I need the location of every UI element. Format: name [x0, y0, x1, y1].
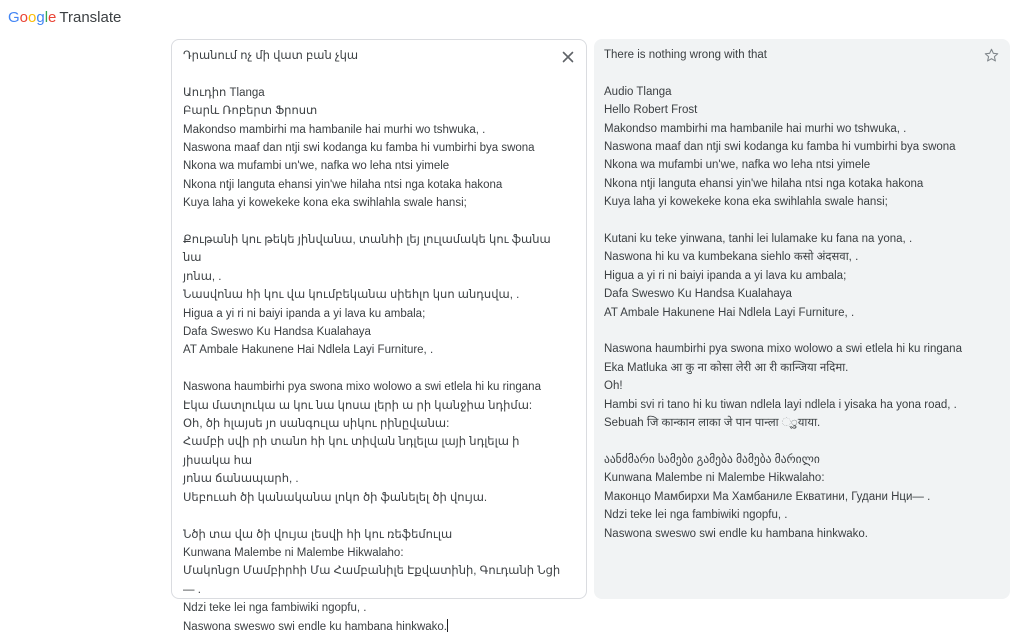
text-line: Բարև Ռոբերտ Ֆրոստ: [183, 105, 318, 118]
text-line: Higua a yi ri ni baiyi ipanda a yi lava ku ambala;: [183, 307, 426, 320]
text-line: Սեբուահ ծի կանականա լոկո ծի ֆանելել ծի վույա.: [183, 491, 488, 504]
close-icon: [560, 49, 576, 65]
logo-letter: o: [28, 9, 37, 26]
text-cursor: [447, 619, 448, 632]
text-line: Naswona sweswo swi endle ku hambana hinkwako.: [604, 527, 869, 540]
text-line: Նասվոնա հի կու վա կումբեկանա սիեհլո կսո անդսվա, .: [183, 289, 520, 302]
text-line: Դրանում ոչ մի վատ բան չկա: [183, 50, 359, 62]
text-line: Makondso mambirhi ma hambanile hai murhi wo tshwuka, .: [183, 123, 486, 136]
text-line: Naswona sweswo swi endle ku hambana hinkwako.: [183, 620, 448, 633]
logo-letter: o: [19, 9, 29, 26]
text-line: Աուդիո Tlanga: [183, 86, 265, 99]
text-line: Մակոնցո Մամբիրհի Մա Համբանիլե Էքվատինի, Գուդանի Նցի— .: [183, 565, 561, 596]
text-line: Kunwana Malembe ni Malembe Hikwalaho:: [183, 546, 404, 559]
text-line: Nkona ntji languta ehansi yin'we hilaha ntsi nga kotaka hakona: [183, 178, 503, 191]
text-line: [183, 65, 563, 83]
text-line: Nkona ntji languta ehansi yin'we hilaha ntsi nga kotaka hakona: [604, 177, 924, 190]
text-line: Hambi svi ri tano hi ku tiwan ndlela layi ndlela i yisaka ha yona road, .: [604, 398, 957, 411]
text-line: AT Ambale Hakunene Hai Ndlela Layi Furniture, .: [183, 344, 434, 357]
text-line: Naswona hi ku va kumbekana siehlo कसो अंदसवा, .: [604, 251, 859, 264]
top-bar: [0, 0, 1022, 36]
product-name: Translate: [59, 9, 122, 26]
text-line: [183, 360, 563, 378]
text-line: յոնա, .: [183, 270, 222, 283]
text-line: აანძმარი სამები გამება მამება მარილი: [604, 453, 820, 466]
text-line: Kuya laha yi kowekeke kona eka swihlahla swale hansi;: [604, 196, 888, 209]
text-line: [604, 432, 988, 450]
text-line: Kutani ku teke yinwana, tanhi lei lulamake ku fana na yona, .: [604, 233, 913, 246]
logo-letter: e: [48, 9, 57, 26]
text-line: Dafa Sweswo Ku Handsa Kualahaya: [604, 288, 792, 301]
text-line: Nkona wa mufambi un'we, nafka wo leha ntsi yimele: [604, 159, 871, 172]
text-line: Higua a yi ri ni baiyi ipanda a yi lava ku ambala;: [604, 269, 847, 282]
text-line: [183, 213, 563, 231]
source-text-panel[interactable]: [171, 39, 587, 633]
logo-letter: G: [8, 9, 20, 26]
text-line: [183, 507, 563, 525]
text-line: Համբի սվի րի տանո հի կու տիվան նդլելա լայի նդլելա ի յիսակա հա: [183, 436, 523, 467]
text-line: Naswona haumbirhi pya swona mixo wolowo a swi etlela hi ku ringana: [604, 343, 962, 356]
star-icon: [983, 47, 1000, 64]
text-line: Audio Tlanga: [604, 85, 672, 98]
text-line: [604, 212, 988, 230]
translation-panel: [594, 39, 1010, 599]
text-line: Էկա մատլուկա ա կու նա կոսա լերի ա րի կանջիա նդիմա:: [183, 399, 533, 412]
text-line: AT Ambale Hakunene Hai Ndlela Layi Furniture, .: [604, 306, 855, 319]
text-line: Քութանի կու թեկե յինվանա, տանհի լեյ լուլամակե կու ֆանա նա: [183, 234, 554, 265]
text-line: Օհ, ծի հլայսե յո սանգուլա սիկու րինըվանա:: [183, 418, 450, 431]
text-line: Makondso mambirhi ma hambanile hai murhi wo tshwuka, .: [604, 122, 907, 135]
text-line: Ndzi teke lei nga fambiwiki ngopfu, .: [604, 509, 788, 522]
text-line: Oh!: [604, 380, 623, 393]
text-line: Naswona maaf dan ntji swi kodanga ku famba hi vumbirhi bya swona: [183, 142, 535, 155]
text-line: Nkona wa mufambi un'we, nafka wo leha ntsi yimele: [183, 160, 450, 173]
source-textarea[interactable]: [183, 47, 563, 636]
text-line: յոնա ճանապարհ, .: [183, 473, 299, 486]
logo-letter: g: [36, 9, 45, 26]
text-line: Naswona haumbirhi pya swona mixo wolowo a swi etlela hi ku ringana: [183, 381, 541, 394]
text-line: There is nothing wrong with that: [604, 49, 768, 61]
logo-letter: l: [44, 9, 49, 26]
text-line: Маконцо Мамбирхи Ма Хамбаниле Екватини, Гудани Нци— .: [604, 490, 931, 503]
clear-source-button[interactable]: [560, 49, 576, 65]
save-translation-button[interactable]: [983, 47, 1000, 64]
text-line: Naswona maaf dan ntji swi kodanga ku famba hi vumbirhi bya swona: [604, 141, 956, 154]
text-line: Hello Robert Frost: [604, 104, 698, 117]
translation-output: [604, 46, 988, 543]
google-translate-logo[interactable]: [8, 9, 121, 27]
text-line: Eka Matluka आ कु ना कोसा लेरी आ री कान्जिया नदिमा.: [604, 361, 849, 374]
text-line: [604, 322, 988, 340]
text-line: Kunwana Malembe ni Malembe Hikwalaho:: [604, 472, 825, 485]
text-line: Kuya laha yi kowekeke kona eka swihlahla swale hansi;: [183, 197, 467, 210]
text-line: Dafa Sweswo Ku Handsa Kualahaya: [183, 326, 371, 339]
text-line: Նծի տա վա ծի վույա լեսվի հի կու ռեֆեմուլա: [183, 528, 453, 541]
text-line: Ndzi teke lei nga fambiwiki ngopfu, .: [183, 602, 367, 615]
text-line: Sebuah जि कान्कान लाका जे पान पान्ला ୍ुयाया.: [604, 417, 821, 430]
text-line: [604, 64, 988, 82]
